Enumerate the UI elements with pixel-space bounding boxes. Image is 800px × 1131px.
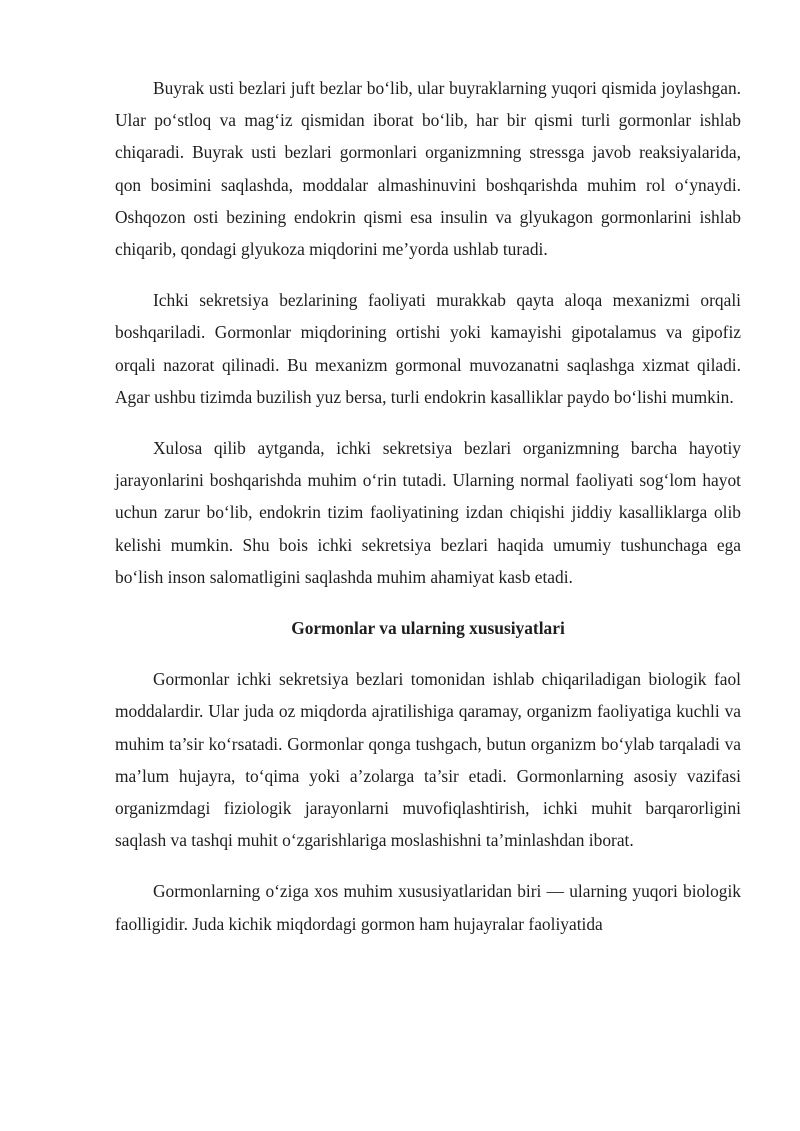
- paragraph-hormones-definition: Gormonlar ichki sekretsiya bezlari tomonidan ishlab chiqariladigan biologik faol moddalardir. Ular juda oz miqdorda ajratilishiga qaramay, organizm faoliyatiga kuchli va muhim ta’sir ko‘rsatadi. Gormonlar qonga tushgach, butun organizm bo‘ylab tarqaladi va ma’lum hujayra, to‘qima yoki a’zolarga ta’sir etadi. Gormonlarning asosiy vazifasi organizmdagi fiziologik jarayonlarni muvofiqlashtirish, ichki muhit barqarorligini saqlash va tashqi muhit o‘zgarishlariga moslashishni ta’minlashdan iborat.: [115, 669, 741, 851]
- paragraph-adrenal-glands: Buyrak usti bezlari juft bezlar bo‘lib, ular buyraklarning yuqori qismida joylashgan. Ular po‘stloq va mag‘iz qismidan iborat bo‘lib, har bir qismi turli gormonlar ishlab chiqaradi. Buyrak usti bezlari gormonlari organizmning stressga javob reaksiyalarida, qon bosimini saqlashda, moddalar almashinuvini boshqarishda muhim rol o‘ynaydi. Oshqozon osti bezining endokrin qismi esa insulin va glyukagon gormonlarini ishlab chiqarib, qondagi glyukoza miqdorini me’yorda ushlab turadi.: [115, 78, 741, 260]
- document-page: [115, 72, 741, 959]
- paragraph-conclusion: Xulosa qilib aytganda, ichki sekretsiya bezlari organizmning barcha hayotiy jarayonlarini boshqarishda muhim o‘rin tutadi. Ularning normal faoliyati sog‘lom hayot uchun zarur bo‘lib, endokrin tizim faoliyatining izdan chiqishi jiddiy kasalliklarga olib kelishi mumkin. Shu bois ichki sekretsiya bezlari haqida umumiy tushunchaga ega bo‘lish inson salomatligini saqlashda muhim ahamiyat kasb etadi.: [115, 438, 741, 587]
- section-heading: Gormonlar va ularning xususiyatlari: [291, 618, 565, 639]
- paragraph-feedback-mechanism: Ichki sekretsiya bezlarining faoliyati murakkab qayta aloqa mexanizmi orqali boshqariladi. Gormonlar miqdorining ortishi yoki kamayishi gipotalamus va gipofiz orqali nazorat qilinadi. Bu mexanizm gormonal muvozanatni saqlashga xizmat qiladi. Agar ushbu tizimda buzilish yuz bersa, turli endokrin kasalliklar paydo bo‘lishi mumkin.: [115, 290, 741, 407]
- paragraph-hormones-properties: Gormonlarning o‘ziga xos muhim xususiyatlaridan biri — ularning yuqori biologik faolligidir. Juda kichik miqdordagi gormon ham hujayralar faoliyatida: [115, 881, 741, 934]
